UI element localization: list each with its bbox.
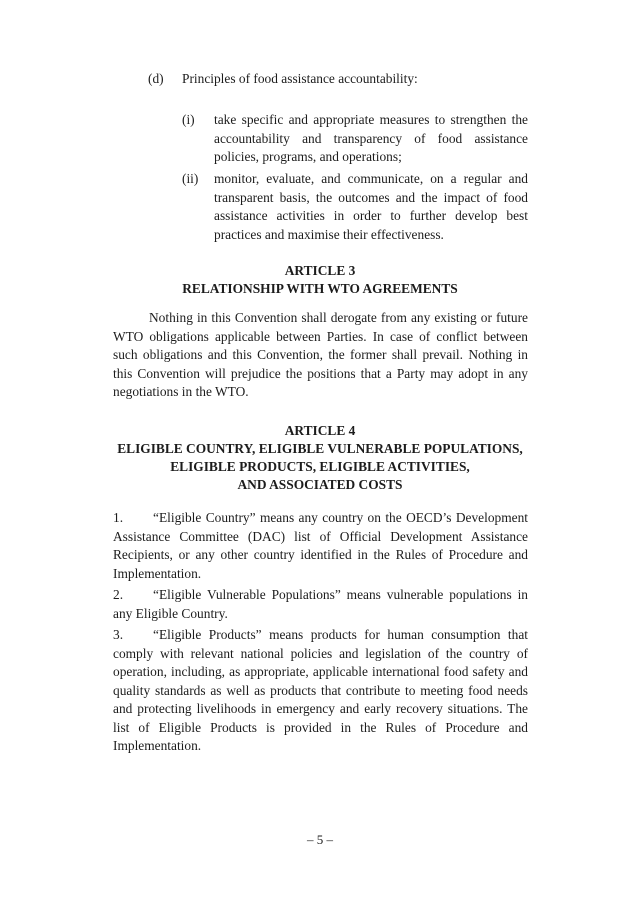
section-d-heading	[148, 70, 548, 89]
article-4-paragraph-2	[113, 586, 528, 623]
article-4-number: ARTICLE 4	[284, 423, 356, 438]
section-d-title: Principles of food assistance accountability:	[182, 71, 418, 86]
section-d-label: (d)	[148, 71, 164, 86]
list-item-number: (i)	[182, 112, 195, 127]
article-4-title-line-3: AND ASSOCIATED COSTS	[237, 477, 403, 492]
article-4-paragraph-3	[113, 626, 528, 756]
article-3-paragraph	[113, 309, 528, 402]
article-4-paragraph-1	[113, 509, 528, 583]
paragraph-number: 2.	[113, 587, 124, 602]
paragraph-number: 3.	[113, 627, 124, 642]
list-item-number: (ii)	[182, 171, 199, 186]
article-4-title-line-2: ELIGIBLE PRODUCTS, ELIGIBLE ACTIVITIES,	[170, 459, 470, 474]
article-3-title: RELATIONSHIP WITH WTO AGREEMENTS	[182, 281, 458, 296]
page-number: – 5 –	[307, 832, 333, 847]
paragraph-text: “Eligible Products” means products for human consumption that comply with relevant national policies and legislation of the country of operation, including, as appropriate, applicable international food safety and quality standards as well as products that contribute to meeting food needs and protecting livelihoods in emergency and early recovery situations. The list of Eligible Products is provided in the Rules of Procedure and Implementation.	[113, 627, 528, 753]
article-3-paragraph-text: Nothing in this Convention shall derogate from any existing or future WTO obligations applicable between Parties. In case of conflict between such obligations and this Convention, the former shall prevail. Nothing in this Convention will prejudice the positions that a Party may adopt in any negotiations in the WTO.	[113, 310, 528, 399]
paragraph-text: “Eligible Country” means any country on the OECD’s Development Assistance Committee (DAC) list of Official Development Assistance Recipients, or any other country identified in the Rules of Procedure and Implementation.	[113, 510, 528, 581]
article-4-title-line-1: ELIGIBLE COUNTRY, ELIGIBLE VULNERABLE POPULATIONS,	[117, 441, 523, 456]
list-item-text: take specific and appropriate measures to strengthen the accountability and transparency of food assistance policies, programs, and operations;	[214, 112, 528, 164]
paragraph-number: 1.	[113, 510, 124, 525]
list-item	[182, 170, 528, 244]
list-item-text: monitor, evaluate, and communicate, on a regular and transparent basis, the outcomes and the impact of food assistance activities in order to further develop best practices and maximise their effectiveness.	[214, 171, 528, 242]
paragraph-text: “Eligible Vulnerable Populations” means vulnerable populations in any Eligible Country.	[113, 587, 528, 621]
list-item	[182, 111, 528, 167]
article-3-number: ARTICLE 3	[284, 263, 356, 278]
